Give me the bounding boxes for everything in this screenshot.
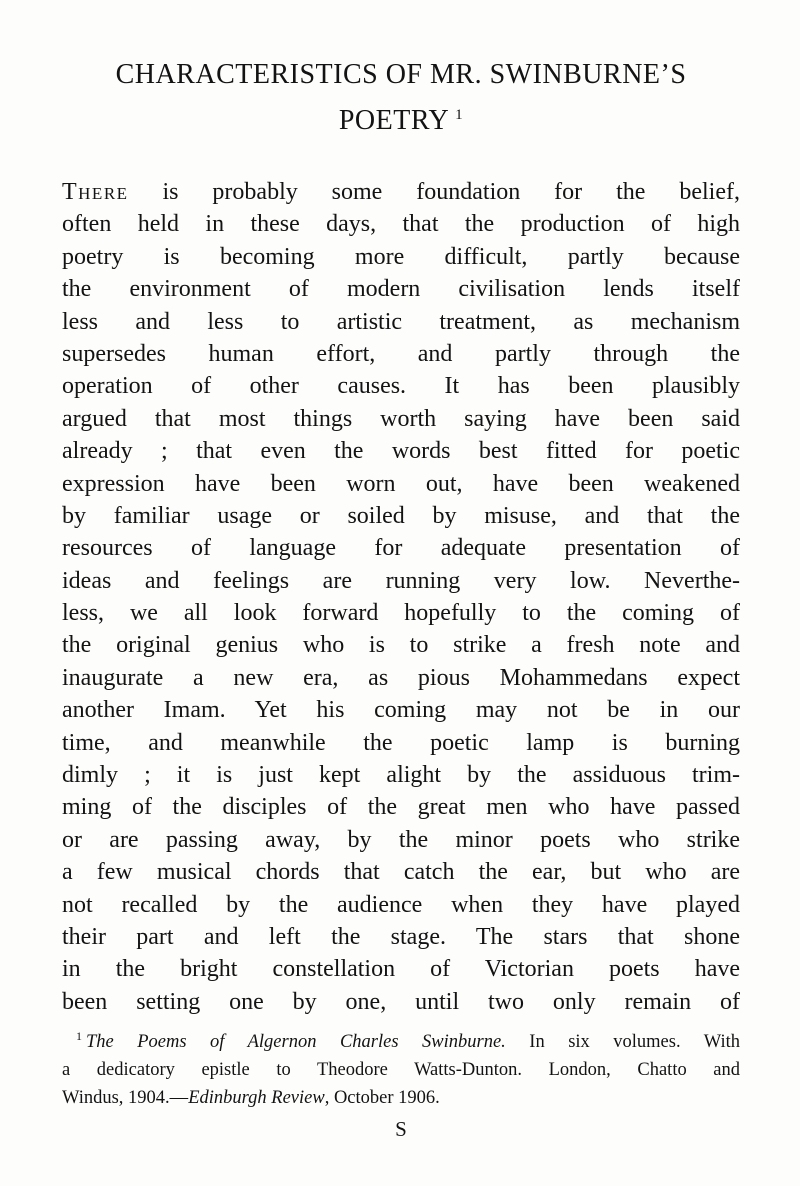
page-title [62, 52, 740, 144]
text-line: operation of other causes. It has been plausibly [62, 373, 740, 400]
text-line: expression have been worn out, have been weakened [62, 470, 740, 497]
title-line-2 [62, 98, 740, 144]
text-line: in the bright constellation of Victorian poets have [62, 956, 740, 983]
text-line: a few musical chords that catch the ear, but who are [62, 859, 740, 886]
body-paragraph [62, 176, 740, 1018]
text-line: often held in these days, that the production of high [62, 211, 740, 238]
footnote-line [62, 1084, 740, 1112]
footnote-line-3-post: , October 1906. [324, 1088, 440, 1109]
footnote-marker-superscript: 1 [76, 1029, 82, 1043]
footnote-line-3-pre: Windus, 1904.— [62, 1088, 189, 1109]
text-line: inaugurate a new era, as pious Mohammedans expect [62, 664, 740, 691]
text-line: the environment of modern civilisation lends itself [62, 276, 740, 303]
text-line: or are passing away, by the minor poets who strike [62, 826, 740, 853]
lead-word-small-caps: There [62, 179, 129, 205]
footnote-line-1-rest: In six volumes. With [505, 1032, 740, 1053]
title-line-1: CHARACTERISTICS OF MR. SWINBURNE’S [115, 59, 687, 90]
footnote-reference-superscript: 1 [455, 106, 464, 123]
text-line: ming of the disciples of the great men who have passed [62, 794, 740, 821]
text-line: resources of language for adequate presentation of [62, 535, 740, 562]
text-line: the original genius who is to strike a fresh note and [62, 632, 740, 659]
text-line: their part and left the stage. The stars that shone [62, 923, 740, 950]
text-line: less and less to artistic treatment, as mechanism [62, 308, 740, 335]
text-line: argued that most things worth saying have been said [62, 405, 740, 432]
first-line-rest: is probably some foundation for the belief, [128, 179, 740, 205]
text-line: time, and meanwhile the poetic lamp is burning [62, 729, 740, 756]
text-line: dimly ; it is just kept alight by the assiduous trim- [62, 762, 740, 789]
text-line: already ; that even the words best fitted for poetic [62, 438, 740, 465]
footnote-book-title: The Poems of Algernon Charles Swinburne. [86, 1032, 506, 1053]
text-line: been setting one by one, until two only remain of [62, 988, 740, 1015]
footnote-line [62, 1028, 740, 1056]
text-line: ideas and feelings are running very low. Neverthe- [62, 567, 740, 594]
text-line: by familiar usage or soiled by misuse, and that the [62, 502, 740, 529]
footnote [62, 1028, 740, 1112]
text-line: less, we all look forward hopefully to the coming of [62, 600, 740, 627]
footnote-line: a dedicatory epistle to Theodore Watts-Dunton. London, Chatto and [62, 1060, 740, 1081]
text-line: not recalled by the audience when they have played [62, 891, 740, 918]
text-line: poetry is becoming more difficult, partly because [62, 243, 740, 270]
text-line: another Imam. Yet his coming may not be in our [62, 697, 740, 724]
signature-mark: S [395, 1117, 407, 1142]
title-line-2-text: POETRY [338, 105, 450, 136]
text-line [62, 176, 740, 208]
text-line: supersedes human effort, and partly through the [62, 340, 740, 367]
footnote-journal-title: Edinburgh Review [188, 1088, 325, 1109]
